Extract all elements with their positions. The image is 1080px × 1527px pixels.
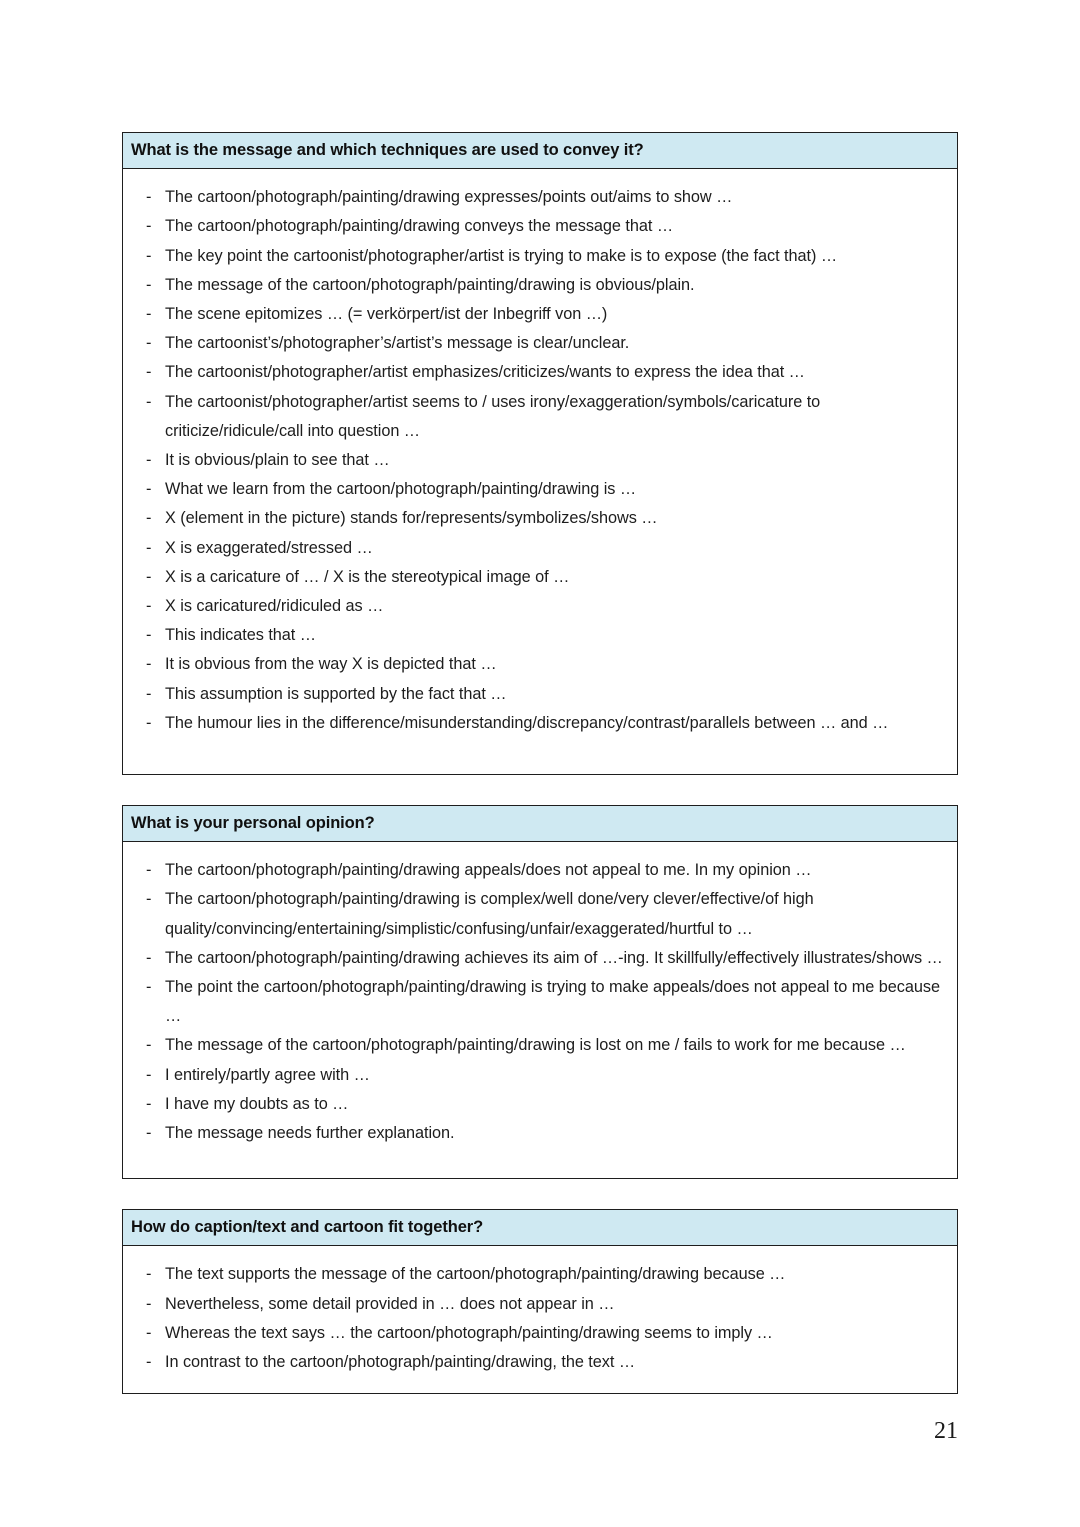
list-item-text: The cartoonist/photographer/artist seems to / uses irony/exaggeration/symbols/caricature to criticize/ridicule/call into question … [165, 392, 821, 440]
question-body [123, 169, 957, 774]
question-heading: How do caption/text and cartoon fit together? [123, 1210, 957, 1246]
list-item-text: This assumption is supported by the fact that … [165, 684, 507, 703]
question-body [123, 1246, 957, 1393]
list-item [133, 534, 947, 563]
dash-marker-icon: - [146, 217, 152, 236]
list-item [133, 1090, 947, 1119]
dash-marker-icon: - [146, 1352, 152, 1371]
list-item [133, 1119, 947, 1148]
list-item-text: In contrast to the cartoon/photograph/painting/drawing, the text … [165, 1352, 636, 1371]
list-item-text: I have my doubts as to … [165, 1094, 349, 1113]
dash-marker-icon: - [146, 1294, 152, 1313]
list-item-text: The scene epitomizes … (= verkörpert/ist der Inbegriff von …) [165, 304, 608, 323]
dash-marker-icon: - [146, 1065, 152, 1084]
dash-marker-icon: - [146, 713, 152, 732]
list-item [133, 271, 947, 300]
list-item [133, 592, 947, 621]
list-item [133, 1290, 947, 1319]
list-item [133, 1031, 947, 1060]
dash-marker-icon: - [146, 334, 152, 353]
question-heading: What is your personal opinion? [123, 806, 957, 842]
list-item-text: X is exaggerated/stressed … [165, 538, 373, 557]
dash-marker-icon: - [146, 1323, 152, 1342]
list-item-text: Whereas the text says … the cartoon/photograph/painting/drawing seems to imply … [165, 1323, 773, 1342]
dash-marker-icon: - [146, 450, 152, 469]
list-item [133, 621, 947, 650]
dash-marker-icon: - [146, 1036, 152, 1055]
phrase-list [133, 183, 947, 738]
dash-marker-icon: - [146, 509, 152, 528]
dash-marker-icon: - [146, 626, 152, 645]
list-item [133, 504, 947, 533]
dash-marker-icon: - [146, 684, 152, 703]
list-item-text: Nevertheless, some detail provided in … does not appear in … [165, 1294, 615, 1313]
dash-marker-icon: - [146, 567, 152, 586]
list-item [133, 885, 947, 943]
list-item-text: The point the cartoon/photograph/painting/drawing is trying to make appeals/does not appeal to me because … [165, 977, 940, 1026]
question-box-message-techniques [122, 132, 958, 775]
list-item-text: X is caricatured/ridiculed as … [165, 596, 384, 615]
list-item-text: The key point the cartoonist/photographer/artist is trying to make is to expose (the fact that) … [165, 246, 838, 265]
dash-marker-icon: - [146, 480, 152, 499]
question-box-caption-text-fit [122, 1209, 958, 1394]
phrase-list [133, 856, 947, 1148]
dash-marker-icon: - [146, 275, 152, 294]
dash-marker-icon: - [146, 363, 152, 382]
dash-marker-icon: - [146, 304, 152, 323]
list-item-text: The humour lies in the difference/misunderstanding/discrepancy/contrast/parallels between … and … [165, 713, 889, 732]
list-item [133, 1061, 947, 1090]
list-item-text: It is obvious from the way X is depicted that … [165, 655, 497, 674]
list-item-text: I entirely/partly agree with … [165, 1065, 370, 1084]
dash-marker-icon: - [146, 948, 152, 967]
list-item [133, 563, 947, 592]
list-item-text: The message needs further explanation. [165, 1123, 455, 1142]
dash-marker-icon: - [146, 655, 152, 674]
list-item [133, 1260, 947, 1289]
list-item-text: The cartoon/photograph/painting/drawing expresses/points out/aims to show … [165, 188, 733, 207]
dash-marker-icon: - [146, 1123, 152, 1142]
dash-marker-icon: - [146, 538, 152, 557]
question-box-personal-opinion [122, 805, 958, 1179]
list-item-text: This indicates that … [165, 626, 316, 645]
list-item [133, 475, 947, 504]
list-item-text: X (element in the picture) stands for/represents/symbolizes/shows … [165, 509, 658, 528]
dash-marker-icon: - [146, 1094, 152, 1113]
list-item [133, 212, 947, 241]
list-item [133, 242, 947, 271]
list-item-text: The cartoonist’s/photographer’s/artist’s message is clear/unclear. [165, 334, 630, 353]
list-item [133, 183, 947, 212]
list-item [133, 680, 947, 709]
list-item [133, 709, 947, 738]
list-item [133, 446, 947, 475]
list-item-text: What we learn from the cartoon/photograph/painting/drawing is … [165, 480, 637, 499]
dash-marker-icon: - [146, 392, 152, 411]
dash-marker-icon: - [146, 1265, 152, 1284]
list-item [133, 856, 947, 885]
list-item-text: The cartoon/photograph/painting/drawing conveys the message that … [165, 217, 674, 236]
dash-marker-icon: - [146, 977, 152, 996]
page-content [122, 132, 958, 1394]
list-item-text: The cartoon/photograph/painting/drawing achieves its aim of …-ing. It skillfully/effectively illustrates/shows … [165, 948, 943, 967]
phrase-list [133, 1260, 947, 1377]
list-item-text: The message of the cartoon/photograph/painting/drawing is lost on me / fails to work for me because … [165, 1036, 906, 1055]
dash-marker-icon: - [146, 246, 152, 265]
dash-marker-icon: - [146, 596, 152, 615]
list-item-text: The message of the cartoon/photograph/painting/drawing is obvious/plain. [165, 275, 695, 294]
list-item-text: It is obvious/plain to see that … [165, 450, 390, 469]
list-item-text: The cartoonist/photographer/artist emphasizes/criticizes/wants to express the idea that … [165, 363, 805, 382]
list-item-text: The text supports the message of the cartoon/photograph/painting/drawing because … [165, 1265, 786, 1284]
list-item [133, 944, 947, 973]
list-item [133, 329, 947, 358]
list-item [133, 388, 947, 446]
list-item [133, 1319, 947, 1348]
list-item-text: The cartoon/photograph/painting/drawing is complex/well done/very clever/effective/of high quality/convincing/entertaining/simplistic/confusing/unfair/exaggerated/hurtful to … [165, 890, 814, 938]
list-item [133, 650, 947, 679]
dash-marker-icon: - [146, 861, 152, 880]
list-item [133, 1348, 947, 1377]
list-item [133, 358, 947, 387]
question-body [123, 842, 957, 1178]
list-item [133, 973, 947, 1031]
dash-marker-icon: - [146, 188, 152, 207]
list-item-text: X is a caricature of … / X is the stereotypical image of … [165, 567, 570, 586]
list-item-text: The cartoon/photograph/painting/drawing appeals/does not appeal to me. In my opinion … [165, 861, 812, 880]
question-heading: What is the message and which techniques are used to convey it? [123, 133, 957, 169]
list-item [133, 300, 947, 329]
dash-marker-icon: - [146, 890, 152, 909]
page-number: 21 [934, 1418, 958, 1444]
